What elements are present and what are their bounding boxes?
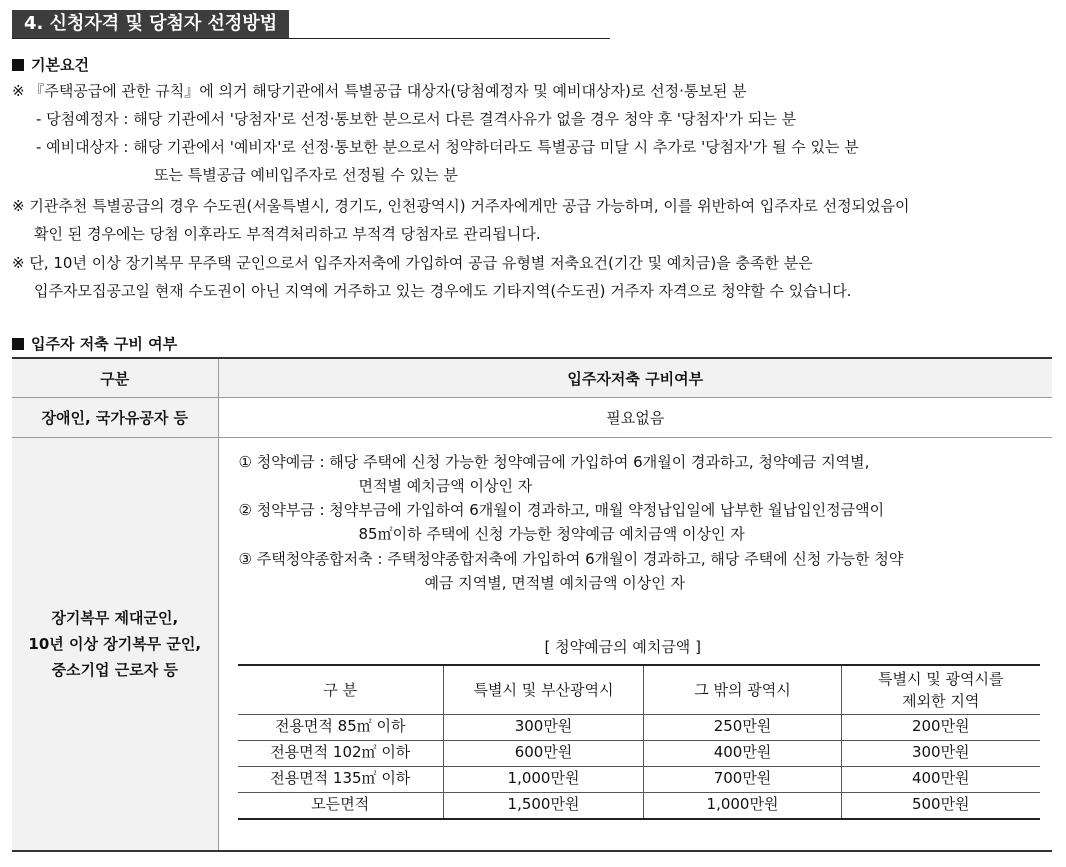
deposit-cell: 모든면적 [238, 793, 444, 820]
section-title-bar [12, 10, 610, 39]
condition-line: ② 청약부금 : 청약부금에 가입하여 6개월이 경과하고, 매월 약정납입일에 납부한 월납입인정금액이 [238, 501, 885, 519]
basic-requirements-heading [12, 54, 89, 75]
header-category: 구분 [12, 358, 218, 398]
deposit-cell: 700만원 [644, 767, 842, 793]
basic-line-7: ※ 단, 10년 이상 장기복무 무주택 군인으로서 입주자저축에 가입하여 공급 유형별 저축요건(기간 및 예치금)을 충족한 분은 [12, 254, 813, 272]
basic-line-5: ※ 기관추천 특별공급의 경우 수도권(서울특별시, 경기도, 인천광역시) 거주자에게만 공급 가능하며, 이를 위반하여 입주자로 선정되었음이 [12, 197, 910, 215]
deposit-table-caption: [ 청약예금의 예치금액 ] [544, 638, 701, 656]
basic-line-4: 또는 특별공급 예비입주자로 선정될 수 있는 분 [154, 166, 458, 184]
square-bullet-icon [12, 59, 24, 71]
savings-heading-text: 입주자 저축 구비 여부 [31, 335, 178, 353]
basic-line-8: 입주자모집공고일 현재 수도권이 아닌 지역에 거주하고 있는 경우에도 기타지역(수도권) 거주자 자격으로 청약할 수 있습니다. [34, 282, 852, 300]
deposit-cell: 전용면적 85㎡ 이하 [238, 715, 444, 741]
table-row [238, 793, 1040, 820]
label-line: 중소기업 근로자 등 [51, 661, 178, 679]
label-line: 장기복무 제대군인, [51, 609, 179, 627]
deposit-cell: 1,000만원 [444, 767, 644, 793]
deposit-amount-table [238, 664, 1040, 820]
deposit-cell: 300만원 [842, 741, 1040, 767]
table-row [12, 398, 1052, 438]
deposit-cell: 1,500만원 [444, 793, 644, 820]
deposit-cell: 400만원 [644, 741, 842, 767]
condition-line: ③ 주택청약종합저축 : 주택청약종합저축에 가입하여 6개월이 경과하고, 해당 주택에 신청 가능한 청약 [238, 550, 904, 568]
header-savings-status: 입주자저축 구비여부 [218, 358, 1052, 398]
deposit-cell: 200만원 [842, 715, 1040, 741]
table-row [238, 715, 1040, 741]
deposit-cell: 600만원 [444, 741, 644, 767]
deposit-header-row [238, 665, 1040, 715]
table-header-row [12, 358, 1052, 398]
deposit-header-line: 특별시 및 광역시를 [878, 670, 1004, 688]
savings-heading [12, 333, 177, 354]
table-row [12, 438, 1052, 852]
savings-requirement-table [12, 357, 1052, 852]
deposit-header-line: 제외한 지역 [902, 692, 980, 710]
deposit-header [842, 665, 1040, 715]
basic-line-6: 확인 된 경우에는 당첨 이후라도 부적격처리하고 부적격 당첨자로 관리됩니다. [34, 225, 541, 243]
deposit-cell: 1,000만원 [644, 793, 842, 820]
deposit-header: 그 밖의 광역시 [644, 665, 842, 715]
section-title: 4. 신청자격 및 당첨자 선정방법 [12, 10, 289, 38]
condition-line: ① 청약예금 : 해당 주택에 신청 가능한 청약예금에 가입하여 6개월이 경과하고, 청약예금 지역별, [238, 453, 870, 471]
deposit-cell: 전용면적 135㎡ 이하 [238, 767, 444, 793]
basic-line-3: - 예비대상자 : 해당 기관에서 '예비자'로 선정·통보한 분으로서 청약하더라도 특별공급 미달 시 추가로 '당첨자'가 될 수 있는 분 [36, 138, 859, 156]
deposit-header: 특별시 및 부산광역시 [444, 665, 644, 715]
condition-line: 85㎡이하 주택에 신청 가능한 청약예금 예치금액 이상인 자 [358, 525, 745, 543]
square-bullet-icon [12, 338, 24, 350]
basic-line-2: - 당첨예정자 : 해당 기관에서 '당첨자'로 선정·통보한 분으로서 다른 결격사유가 없을 경우 청약 후 '당첨자'가 되는 분 [36, 110, 797, 128]
row-value-not-required: 필요없음 [218, 398, 1052, 438]
row-label-disabled-veterans: 장애인, 국가유공자 등 [12, 398, 218, 438]
deposit-cell: 전용면적 102㎡ 이하 [238, 741, 444, 767]
basic-line-1: ※ 『주택공급에 관한 규칙』에 의거 해당기관에서 특별공급 대상자(당첨예정자 및 예비대상자)로 선정·통보된 분 [12, 82, 747, 100]
condition-line: 면적별 예치금액 이상인 자 [358, 477, 533, 495]
table-row [238, 741, 1040, 767]
table-row [238, 767, 1040, 793]
deposit-cell: 250만원 [644, 715, 842, 741]
condition-line: 예금 지역별, 면적별 예치금액 이상인 자 [424, 574, 685, 592]
deposit-cell: 300만원 [444, 715, 644, 741]
deposit-cell: 400만원 [842, 767, 1040, 793]
deposit-header: 구 분 [238, 665, 444, 715]
label-line: 10년 이상 장기복무 군인, [28, 635, 202, 653]
savings-conditions-cell [218, 438, 1052, 852]
deposit-cell: 500만원 [842, 793, 1040, 820]
basic-heading-text: 기본요건 [31, 56, 89, 74]
row-label-military-workers [12, 438, 218, 852]
